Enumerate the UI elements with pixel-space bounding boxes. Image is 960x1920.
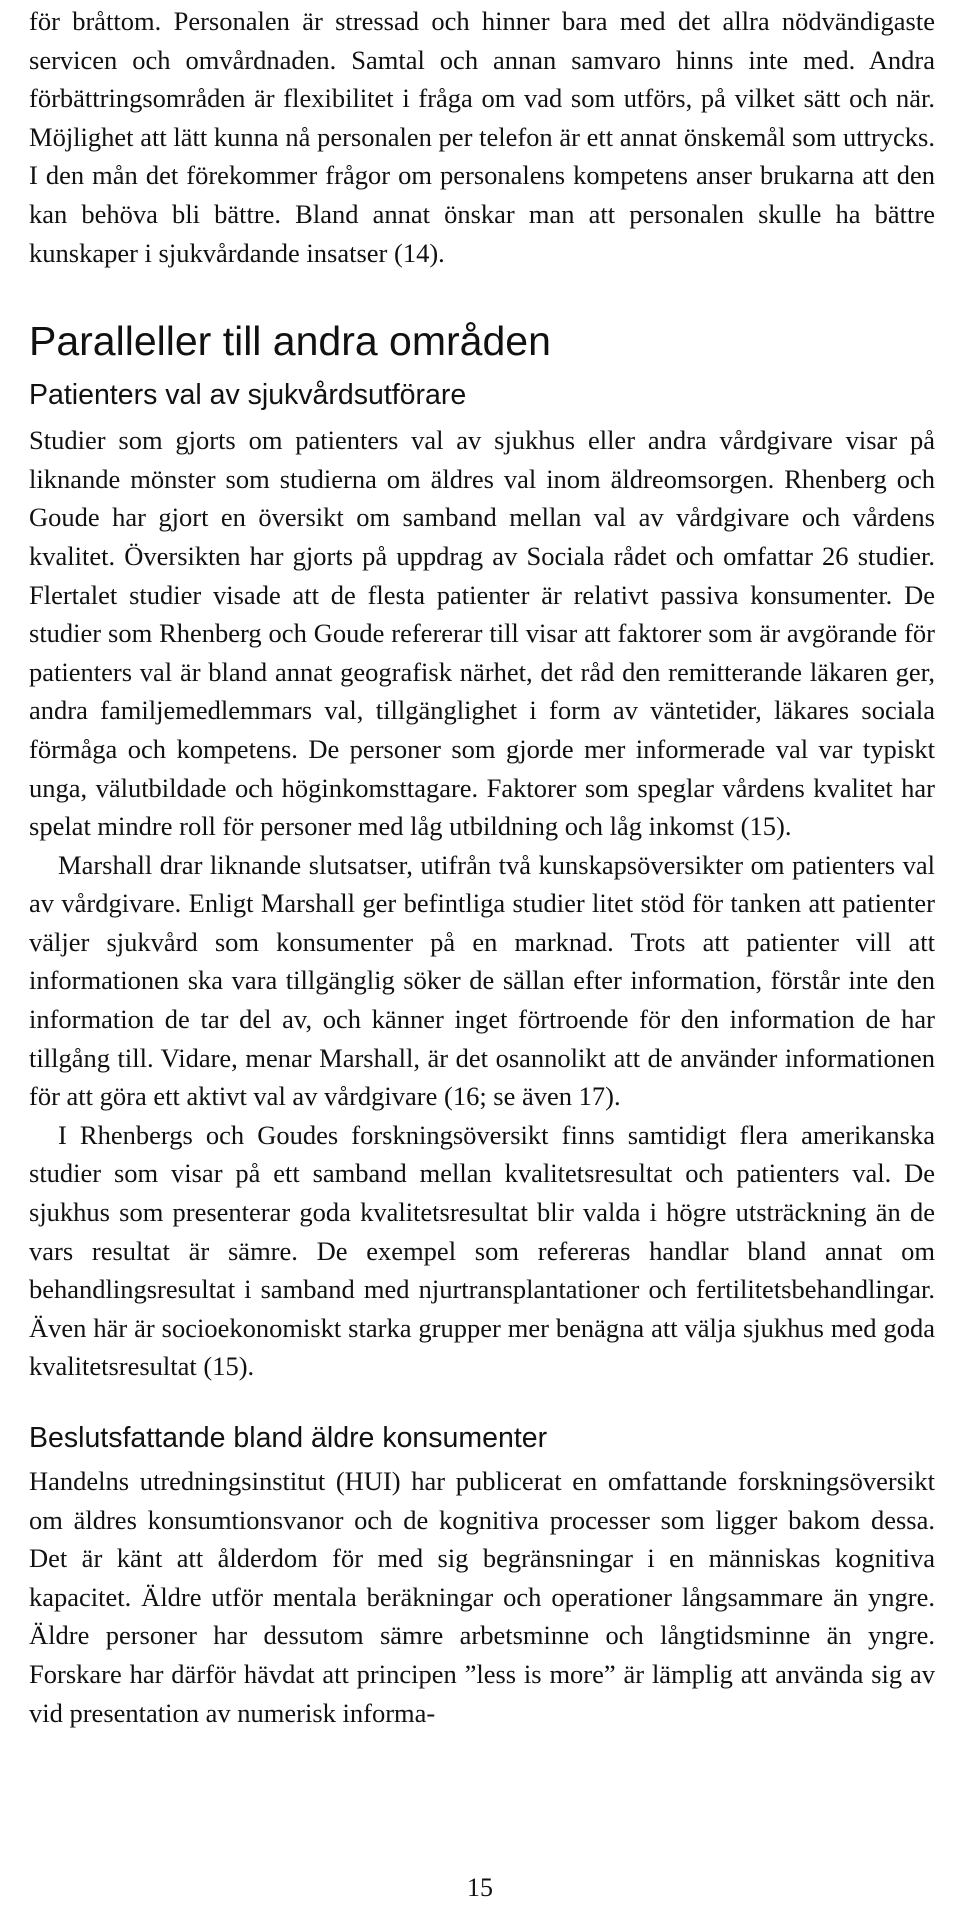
body-paragraph: Studier som gjorts om patienters val av sjukhus eller andra vårdgivare visar på liknande mönster som studierna om äldres val inom äldreomsorgen. Rhenberg och Goude har gjort en översikt om samband mellan val av vårdgivare och vårdens kvalitet. Översikten har gjorts på uppdrag av Sociala rådet och omfattar 26 studier. Flertalet studier visade att de flesta patienter är relativt passiva konsumenter. De studier som Rhenberg och Goude refererar till visar att faktorer som är avgörande för patienters val är bland annat geografisk närhet, det råd den remitterande läkaren ger, andra familjemedlemmars val, tillgänglighet i form av väntetider, läkares sociala förmåga och kompetens. De personer som gjorde mer informerade val var typiskt unga, välutbildade och höginkomsttagare. Faktorer som speglar vårdens kvalitet har spelat mindre roll för personer med låg utbildning och låg inkomst (15). [29, 425, 935, 842]
section-heading: Paralleller till andra områden [29, 318, 551, 365]
body-paragraph: Marshall drar liknande slutsatser, utifrån två kunskapsöversikter om patienters val av vårdgivare. Enligt Marshall ger befintliga studier litet stöd för tanken att patienter väljer sjukvård som konsumenter på en marknad. Trots att patienter vill att informationen ska vara tillgänglig söker de sällan efter information, förstår inte den information de tar del av, och känner inget förtroende för den information de har tillgång till. Vidare, menar Marshall, är det osannolikt att de använder informationen för att göra ett aktivt val av vårdgivare (16; se även 17). [29, 849, 935, 1112]
page-content [29, 0, 935, 1732]
intro-paragraph: för bråttom. Personalen är stressad och hinner bara med det allra nödvändigaste servicen och omvårdnaden. Samtal och annan samvaro hinns inte med. Andra förbättringsområden är flexibilitet i fråga om vad som utförs, på vilket sätt och när. Möjlighet att lätt kunna nå personalen per telefon är ett annat önskemål som uttrycks. I den mån det förekommer frågor om personalens kompetens anser brukarna att den kan behöva bli bättre. Bland annat önskar man att personalen skulle ha bättre kunskaper i sjukvårdande insatser (14). [29, 6, 935, 268]
subsection-heading-decision-making: Beslutsfattande bland äldre konsumenter [29, 1422, 548, 1454]
body-paragraph: I Rhenbergs och Goudes forskningsöversikt finns samtidigt flera amerikanska studier som visar på ett samband mellan kvalitetsresultat och patienters val. De sjukhus som presenterar goda kvalitetsresultat blir valda i högre utsträckning än de vars resultat är sämre. De exempel som refereras handlar bland annat om behandlingsresultat i samband med njurtransplantationer och fertilitetsbehandlingar. Även här är socioekonomiskt starka grupper mer benägna att välja sjukhus med goda kvalitetsresultat (15). [29, 1119, 935, 1382]
page-number: 15 [467, 1873, 493, 1902]
subsection-heading-patient-choice: Patienters val av sjukvårdsutförare [29, 379, 467, 412]
body-paragraph: Handelns utredningsinstitut (HUI) har publicerat en omfattande forskningsöversikt om äldres konsumtionsvanor och de kognitiva processer som ligger bakom dessa. Det är känt att ålderdom för med sig begränsningar i en människas kognitiva kapacitet. Äldre utför mentala beräkningar och operationer långsammare än yngre. Äldre personer har dessutom sämre arbetsminne och långtidsminne än yngre. Forskare har därför hävdat att principen ”less is more” är lämplig att använda sig av vid presentation av numerisk informa- [29, 1466, 935, 1728]
